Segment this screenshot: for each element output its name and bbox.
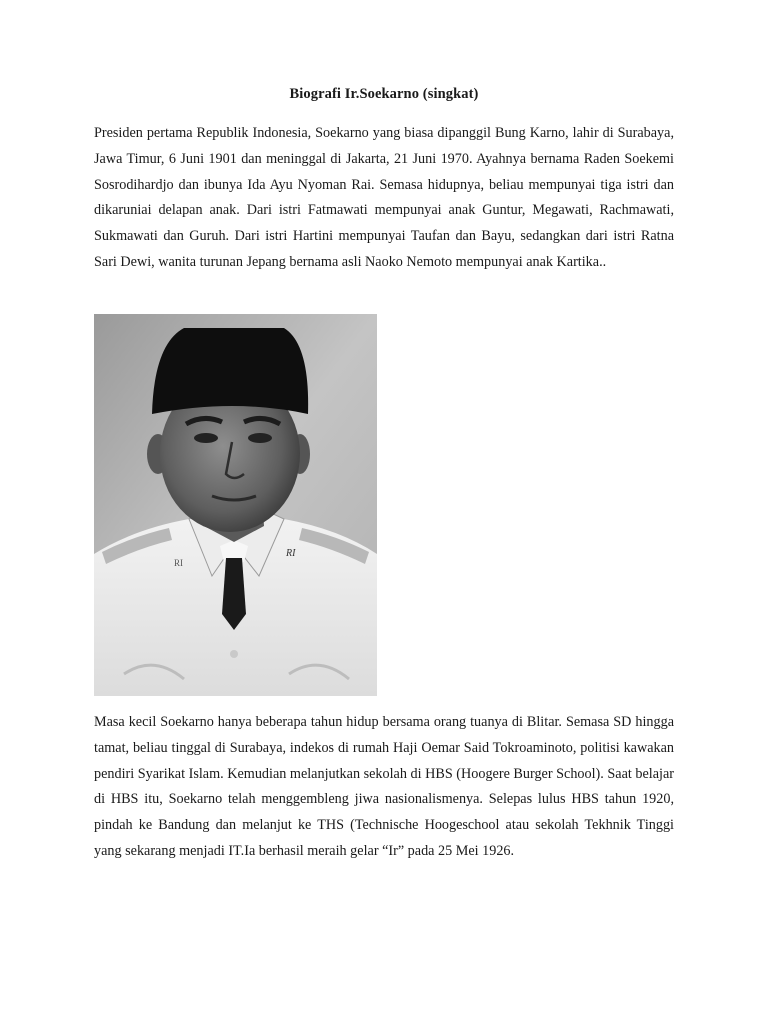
collar-insignia-left: RI <box>174 558 183 568</box>
peci-cap <box>152 328 308 414</box>
paragraph-childhood: Masa kecil Soekarno hanya beberapa tahun hidup bersama orang tuanya di Blitar. Semasa SD hingga tamat, beliau tinggal di Surabaya, indekos di rumah Haji Oemar Said Tokroaminoto, politisi kawakan pendiri Syarikat Islam. Kemudian melanjutkan sekolah di HBS (Hoogere Burger School). Saat belajar di HBS itu, Soekarno telah menggembleng jiwa nasionalismenya. Selepas lulus HBS tahun 1920, pindah ke Bandung dan melanjut ke THS (Technische Hoogeschool atau sekolah Tekhnik Tinggi yang sekarang menjadi IT.Ia berhasil meraih gelar “Ir” pada 25 Mei 1926. <box>94 714 674 859</box>
document-title: Biografi Ir.Soekarno (singkat) <box>289 86 479 102</box>
paragraph-intro: Presiden pertama Republik Indonesia, Soekarno yang biasa dipanggil Bung Karno, lahir di Surabaya, Jawa Timur, 6 Juni 1901 dan meninggal di Jakarta, 21 Juni 1970. Ayahnya bernama Raden Soekemi Sosrodihardjo dan ibunya Ida Ayu Nyoman Rai. Semasa hidupnya, beliau mempunyai tiga istri dan dikaruniai delapan anak. Dari istri Fatmawati mempunyai anak Guntur, Megawati, Rachmawati, Sukmawati dan Guruh. Dari istri Hartini mempunyai Taufan dan Bayu, sedangkan dari istri Ratna Sari Dewi, wanita turunan Jepang bernama asli Naoko Nemoto mempunyai anak Kartika.. <box>94 125 674 270</box>
portrait-photo <box>94 314 377 696</box>
collar-insignia-right: RI <box>286 548 296 559</box>
